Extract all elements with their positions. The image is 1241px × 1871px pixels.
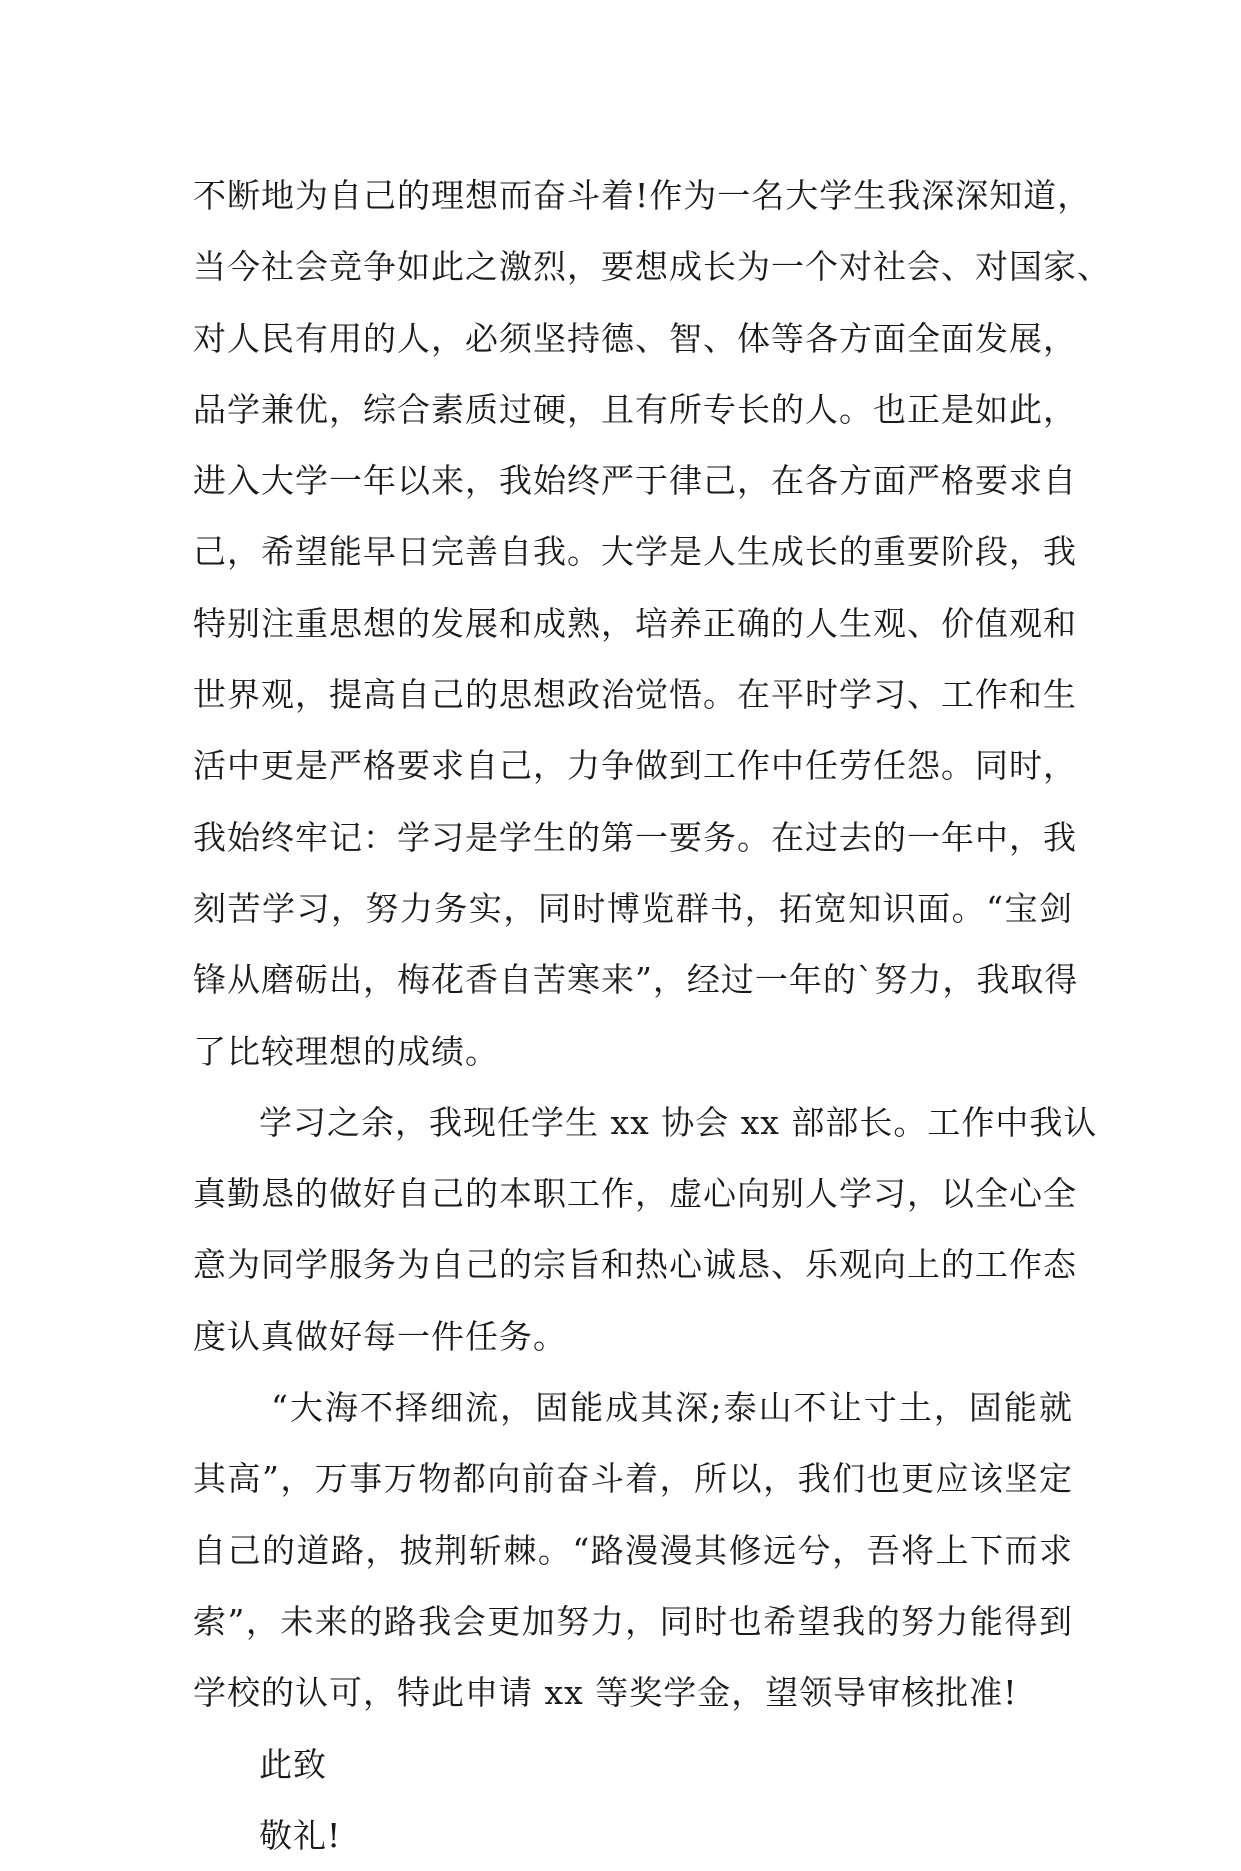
text-line: 进入大学一年以来，我始终严于律己，在各方面严格要求自 (193, 461, 1077, 501)
text-line: 学校的认可，特此申请 xx 等奖学金，望领导审核批准! (193, 1673, 1018, 1713)
text-line: 特别注重思想的发展和成熟，培养正确的人生观、价值观和 (193, 603, 1077, 643)
text-line: 索”，未来的路我会更加努力，同时也希望我的努力能得到 (193, 1601, 1073, 1641)
text-line: 不断地为自己的理想而奋斗着!作为一名大学生我深深知道， (193, 176, 1092, 215)
paragraph-3 (193, 1372, 1073, 1728)
text-line: 意为同学服务为自己的宗旨和热心诚恳、乐观向上的工作态 (193, 1245, 1077, 1285)
text-line: 活中更是严格要求自己，力争做到工作中任劳任怨。同时， (193, 746, 1077, 786)
closing (193, 1729, 1073, 1871)
closing-line-1: 此致 (259, 1744, 327, 1784)
text-line: 当今社会竞争如此之激烈，要想成长为一个对社会、对国家、 (193, 247, 1111, 287)
text-line: 了比较理想的成绩。 (193, 1031, 499, 1071)
text-line: 真勤恳的做好自己的本职工作，虚心向别人学习，以全心全 (193, 1174, 1077, 1214)
document-body (193, 160, 1111, 1871)
text-line: 度认真做好每一件任务。 (193, 1316, 567, 1356)
paragraph-2 (193, 1087, 1098, 1372)
text-line: 学习之余，我现任学生 xx 协会 xx 部部长。工作中我认 (259, 1102, 1098, 1142)
text-line: 锋从磨砺出，梅花香自苦寒来”，经过一年的`努力，我取得 (193, 960, 1079, 1000)
paragraph-1 (193, 160, 1111, 1087)
text-line: 其高”，万事万物都向前奋斗着，所以，我们也更应该坚定 (193, 1459, 1073, 1499)
text-line: 品学兼优，综合素质过硬，且有所专长的人。也正是如此， (193, 389, 1077, 429)
text-line: 己，希望能早日完善自我。大学是人生成长的重要阶段，我 (193, 532, 1077, 572)
text-line: 我始终牢记：学习是学生的第一要务。在过去的一年中，我 (193, 817, 1077, 857)
text-line: 世界观，提高自己的思想政治觉悟。在平时学习、工作和生 (193, 675, 1077, 715)
closing-line-2: 敬礼! (259, 1815, 342, 1855)
text-line: 对人民有用的人，必须坚持德、智、体等各方面全面发展， (193, 318, 1077, 358)
text-line: “大海不择细流，固能成其深;泰山不让寸土，固能就 (271, 1388, 1073, 1428)
text-line: 刻苦学习，努力务实，同时博览群书，拓宽知识面。“宝剑 (193, 888, 1073, 928)
text-line: 自己的道路，披荆斩棘。“路漫漫其修远兮，吾将上下而求 (193, 1530, 1073, 1570)
